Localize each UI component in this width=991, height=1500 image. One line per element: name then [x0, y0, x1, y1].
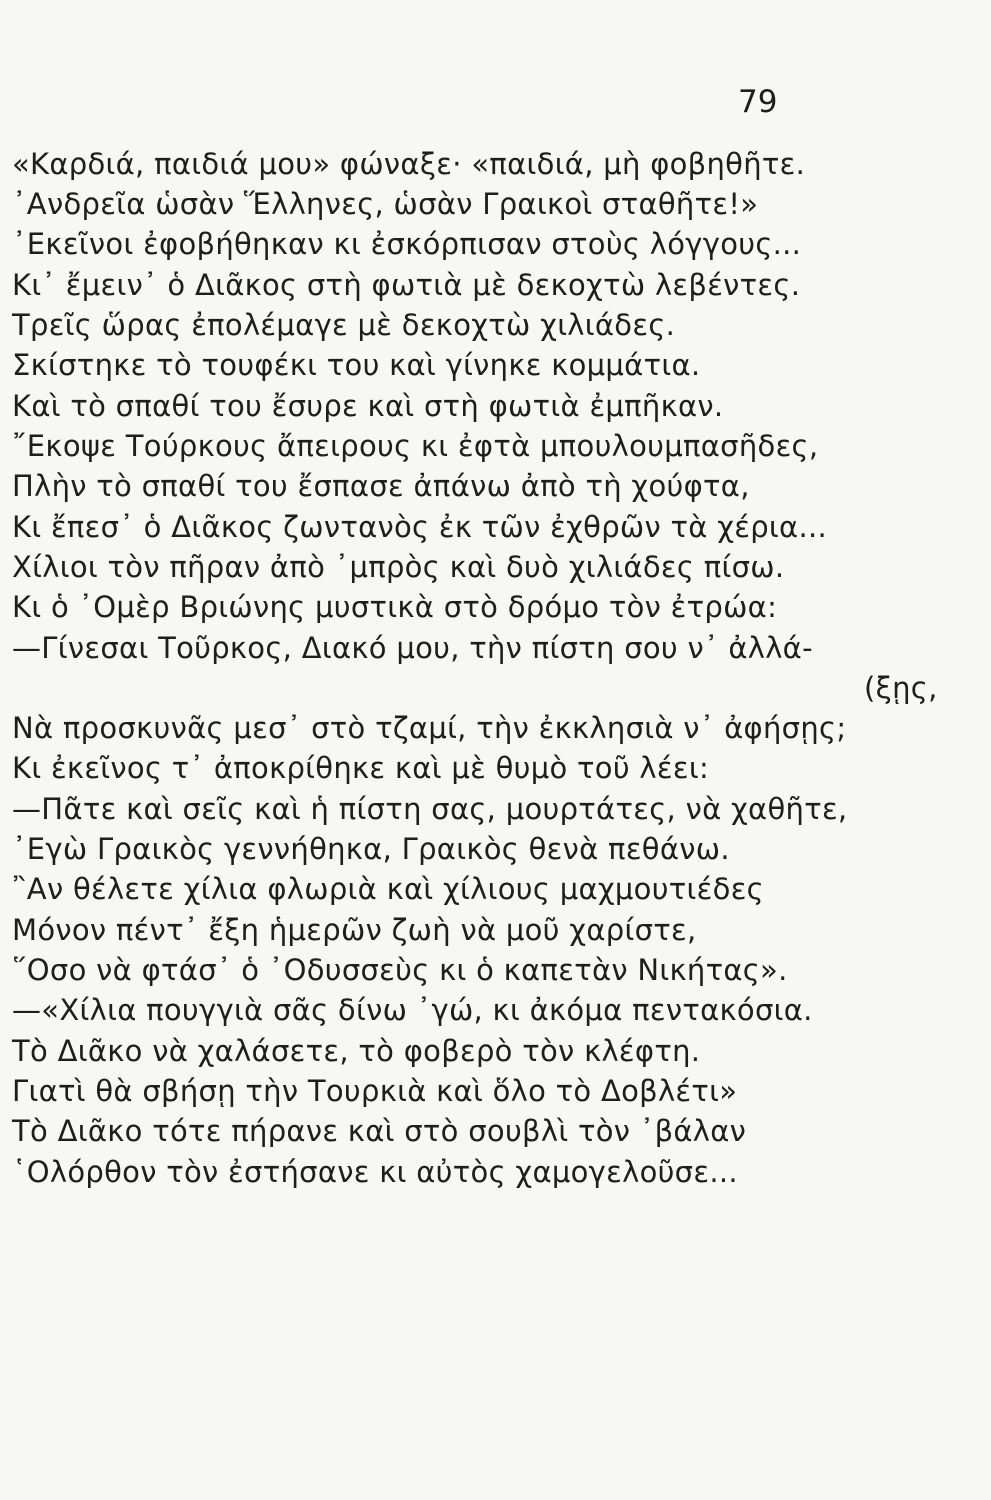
poem-line: Τρεῖς ὥρας ἐπολέμαγε μὲ δεκοχτὼ χιλιάδες. — [12, 308, 676, 342]
poem-line: Κι᾿ ἔμειν᾿ ὁ Διᾶκος στὴ φωτιὰ μὲ δεκοχτὼ λεβέντες. — [12, 268, 801, 302]
poem-line: Κι ὁ ᾿Ομὲρ Βριώνης μυστικὰ στὸ δρόμο τὸν ἐτρώα: — [12, 590, 778, 624]
poem-line: ῾Ολόρθον τὸν ἐστήσανε κι αὐτὸς χαμογελοῦσε... — [12, 1155, 738, 1189]
poem-line: Μόνον πέντ᾿ ἔξη ἡμερῶν ζωὴ νὰ μοῦ χαρίστε, — [12, 913, 697, 947]
poem-line: Νὰ προσκυνᾶς μεσ᾿ στὸ τζαμί, τὴν ἐκκλησιὰ ν᾿ ἀφήσῃς; — [12, 711, 847, 745]
poem-line-continuation: (ξῃς, — [864, 671, 938, 705]
poem-line: ᾿Εγὼ Γραικὸς γεννήθηκα, Γραικὸς θενὰ πεθάνω. — [12, 832, 730, 866]
poem-line: ῍Αν θέλετε χίλια φλωριὰ καὶ χίλιους μαχμουτιέδες — [12, 872, 764, 906]
poem-line: —Γίνεσαι Τοῦρκος, Διακό μου, τὴν πίστη σου ν᾿ ἀλλά- — [12, 631, 813, 665]
poem-line: ῞Οσο νὰ φτάσ᾿ ὁ ᾿Οδυσσεὺς κι ὁ καπετὰν Νικήτας». — [12, 953, 788, 987]
poem-line: Χίλιοι τὸν πῆραν ἀπὸ ᾿μπρὸς καὶ δυὸ χιλιάδες πίσω. — [12, 550, 785, 584]
poem-line: Κι ἐκεῖνος τ᾿ ἀποκρίθηκε καὶ μὲ θυμὸ τοῦ λέει: — [12, 751, 710, 785]
poem-line: Κι ἔπεσ᾿ ὁ Διᾶκος ζωντανὸς ἐκ τῶν ἐχθρῶν τὰ χέρια... — [12, 510, 828, 544]
poem-line: Τὸ Διᾶκο νὰ χαλάσετε, τὸ φοβερὸ τὸν κλέφτη. — [12, 1034, 701, 1068]
poem-line: Πλὴν τὸ σπαθί του ἔσπασε ἀπάνω ἀπὸ τὴ χούφτα, — [12, 469, 750, 503]
poem-line: Καὶ τὸ σπαθί του ἔσυρε καὶ στὴ φωτιὰ ἐμπῆκαν. — [12, 389, 724, 423]
poem-line: ᾿Ανδρεῖα ὡσὰν Ἕλληνες, ὡσὰν Γραικοὶ σταθῆτε!» — [12, 187, 759, 221]
poem-line: Σκίστηκε τὸ τουφέκι του καὶ γίνηκε κομμάτια. — [12, 348, 701, 382]
page-number: 79 — [738, 84, 778, 120]
poem-line: «Καρδιά, παιδιά μου» φώναξε· «παιδιά, μὴ φοβηθῆτε. — [12, 147, 806, 181]
poem-line: Τὸ Διᾶκο τότε πήρανε καὶ στὸ σουβλὶ τὸν ᾿βάλαν — [12, 1114, 747, 1148]
poem-line: —Πᾶτε καὶ σεῖς καὶ ἡ πίστη σας, μουρτάτες, νὰ χαθῆτε, — [12, 792, 848, 826]
poem-line: ῎Εκοψε Τούρκους ἄπειρους κι ἐφτὰ μπουλουμπασῆδες, — [12, 429, 819, 463]
poem-line: Γιατὶ θὰ σβήσῃ τὴν Τουρκιὰ καὶ ὅλο τὸ Δοβλέτι» — [12, 1074, 738, 1108]
poem-line: —«Χίλια πουγγιὰ σᾶς δίνω ᾿γώ, κι ἀκόμα πεντακόσια. — [12, 993, 813, 1027]
poem-line: ᾿Εκεῖνοι ἐφοβήθηκαν κι ἐσκόρπισαν στοὺς λόγγους... — [12, 227, 802, 261]
